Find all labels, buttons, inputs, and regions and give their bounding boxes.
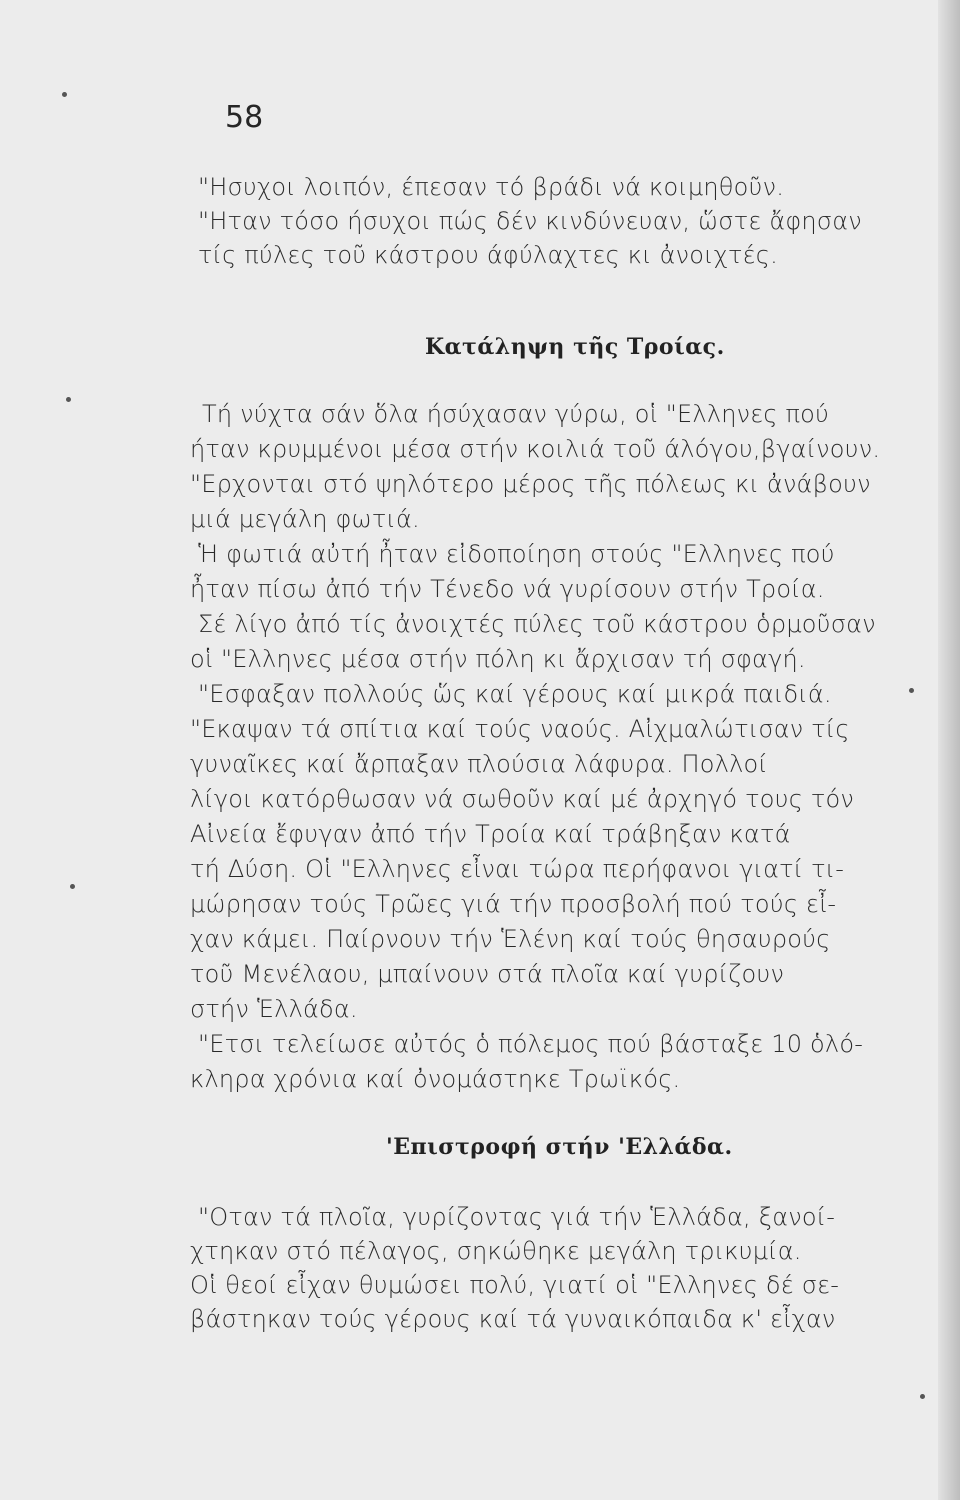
text-line: χτηκαν στό πέλαγος, σηκώθηκε μεγάλη τρικυμία. [190,1237,802,1265]
text-line: στήν Ἑλλάδα. [190,995,358,1023]
text-line: "Ετσι τελείωσε αὐτός ὁ πόλεμος πού βάσταξε 10 ὁλό- [198,1030,864,1058]
text-line: "Ηταν τόσο ήσυχοι πώς δέν κινδύνευαν, ὥστε ἄφησαν [198,207,862,235]
text-line: "Ησυχοι λοιπόν, έπεσαν τό βράδι νά κοιμηθοῦν. [198,173,785,201]
text-line: "Ερχονται στό ψηλότερο μέρος τῆς πόλεως κι ἀνάβουν [190,470,871,498]
text-line: "Οταν τά πλοῖα, γυρίζοντας γιά τήν Ἑλλάδα, ξανοί- [198,1203,836,1231]
text-line: Αἰνεία ἔφυγαν ἀπό τήν Τροία καί τράβηξαν κατά [190,820,791,848]
print-speck [70,884,75,889]
section-heading-return-to-greece: 'Επιστροφή στήν 'Ελλάδα. [386,1134,733,1160]
text-line: Σέ λίγο ἀπό τίς ἀνοιχτές πύλες τοῦ κάστρου ὁρμοῦσαν [198,610,876,638]
print-speck [62,92,67,97]
text-line: Οἱ θεοί εἶχαν θυμώσει πολύ, γιατί οἱ "Ελληνες δέ σε- [190,1271,840,1299]
text-line: λίγοι κατόρθωσαν νά σωθοῦν καί μέ ἀρχηγό τους τόν [190,785,854,813]
text-line: βάστηκαν τούς γέρους καί τά γυναικόπαιδα κ' εἶχαν [190,1305,836,1333]
text-line: κληρα χρόνια καί ὀνομάστηκε Τρωϊκός. [190,1065,681,1093]
text-line: γυναῖκες καί ἄρπαξαν πλούσια λάφυρα. Πολλοί [190,750,768,778]
text-line: "Εσφαξαν πολλούς ὥς καί γέρους καί μικρά παιδιά. [198,680,832,708]
text-line: χαν κάμει. Παίρνουν τήν Ἑλένη καί τούς θησαυρούς [190,925,831,953]
text-line: μιά μεγάλη φωτιά. [190,505,420,533]
print-speck [920,1394,925,1399]
text-line: μώρησαν τούς Τρῶες γιά τήν προσβολή πού τούς εἶ- [190,890,837,918]
text-line: ἦταν πίσω ἀπό τήν Τένεδο νά γυρίσουν στήν Τροία. [190,575,825,603]
print-speck [909,688,914,693]
text-line: ήταν κρυμμένοι μέσα στήν κοιλιά τοῦ άλόγου,βγαίνουν. [190,435,881,463]
section-heading-capture-of-troy: Κατάληψη τῆς Τροίας. [425,334,725,360]
print-speck [66,397,71,402]
page-number: 58 [225,100,264,135]
text-line: τοῦ Μενέλαου, μπαίνουν στά πλοῖα καί γυρίζουν [190,960,785,988]
text-line: τίς πύλες τοῦ κάστρου άφύλαχτες κι ἀνοιχτές. [198,241,778,269]
text-line: τή Δύση. Οἱ "Ελληνες εἶναι τώρα περήφανοι γιατί τι- [190,855,845,883]
text-line: οἱ "Ελληνες μέσα στήν πόλη κι ἄρχισαν τή σφαγή. [190,645,806,673]
text-line: Ἡ φωτιά αὐτή ἦταν εἰδοποίηση στούς "Ελληνες πού [198,540,835,568]
text-line: Τή νύχτα σάν ὅλα ήσύχασαν γύρω, οἱ "Ελληνες πού [202,400,830,428]
text-line: "Εκαψαν τά σπίτια καί τούς ναούς. Αἰχμαλώτισαν τίς [190,715,850,743]
page-spine-shadow [938,0,960,1500]
